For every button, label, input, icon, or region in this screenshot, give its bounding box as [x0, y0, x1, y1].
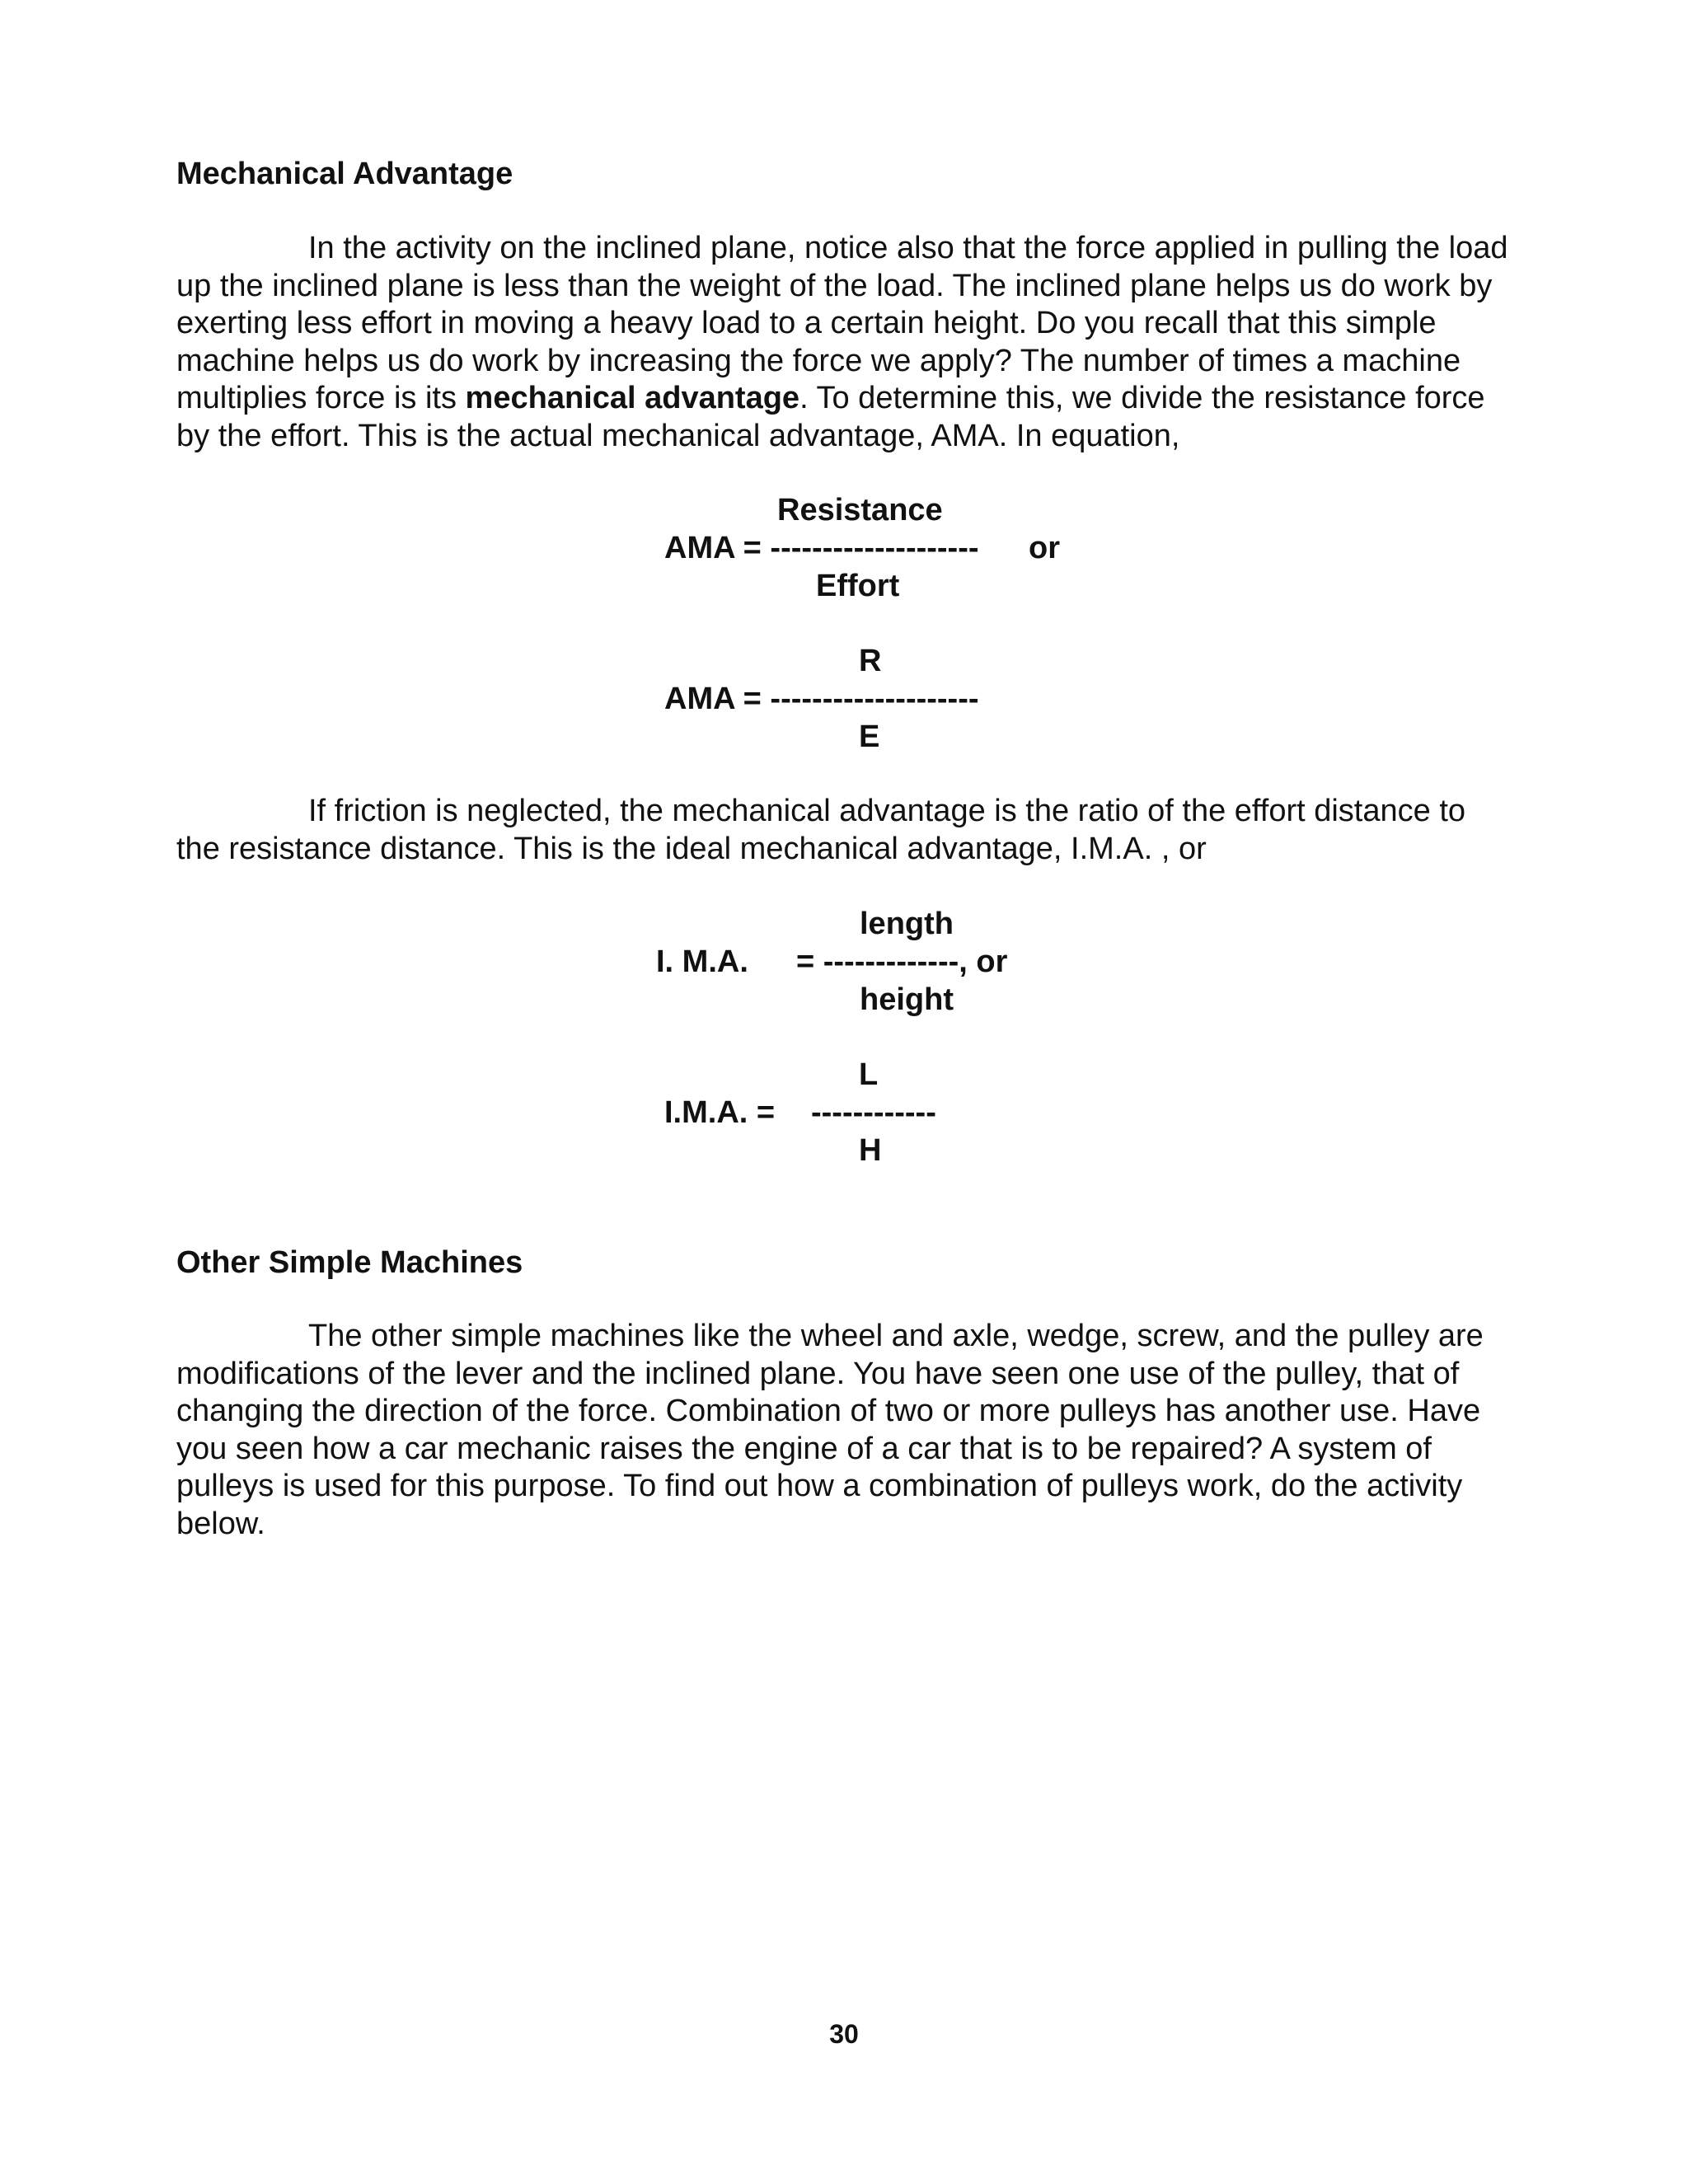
- ama-words-or: or: [1029, 531, 1060, 565]
- page-number: 30: [829, 2019, 859, 2049]
- section-heading-mechanical-advantage: Mechanical Advantage: [176, 157, 513, 191]
- paragraph-text: . To determine this, we divide the resistance force by the effort. This is the actual mechanical advantage, AMA. In equation,: [176, 381, 1485, 453]
- paragraph-other-simple-machines: The other simple machines like the wheel and axle, wedge, screw, and the pulley are modifications of the lever and the inclined plane. You have seen one use of the pulley, that of changing the direction of the force. Combination of two or more pulleys has another use. Have you seen how a car mechanic raises the engine of a car that is to be repaired? A system of pulleys is used for this purpose. To find out how a combination of pulleys work, do the activity below.: [176, 1319, 1484, 1541]
- ama-symbols-lhs: AMA = --------------------: [664, 682, 979, 716]
- term-mechanical-advantage: mechanical advantage: [465, 381, 800, 415]
- ima-words-rhs: = -------------, or: [796, 944, 1008, 979]
- paragraph-ideal-mechanical-advantage: If friction is neglected, the mechanical advantage is the ratio of the effort distance to the resistance distance. This is the ideal mechanical advantage, I.M.A. , or: [176, 794, 1466, 866]
- ama-words-denominator: Effort: [816, 569, 900, 603]
- paragraph-mechanical-advantage-intro: [176, 230, 1512, 455]
- ama-words-numerator: Resistance: [777, 493, 943, 527]
- ima-words-label: I. M.A.: [656, 944, 748, 979]
- ima-symbols-line: ------------: [811, 1095, 936, 1130]
- ima-symbols-label: I.M.A. =: [664, 1095, 776, 1130]
- ama-words-lhs: AMA = --------------------: [664, 531, 979, 565]
- ima-symbols-numerator: L: [859, 1057, 879, 1092]
- ima-words-denominator: height: [860, 982, 954, 1017]
- ima-symbols-denominator: H: [859, 1133, 882, 1168]
- ama-symbols-denominator: E: [859, 719, 880, 754]
- paragraph-text: In the activity on the inclined plane, notice also that the force applied in pulling the load up the inclined plane is less than the weight of the load. The inclined plane helps us do work by exerting less effort in moving a heavy load to a certain height. Do you recall that this simple machine helps us do work by increasing the force we apply? The number of times a machine multiplies force is its: [176, 231, 1508, 415]
- ama-symbols-numerator: R: [859, 644, 882, 678]
- ima-words-numerator: length: [860, 907, 954, 941]
- section-heading-other-simple-machines: Other Simple Machines: [176, 1245, 523, 1280]
